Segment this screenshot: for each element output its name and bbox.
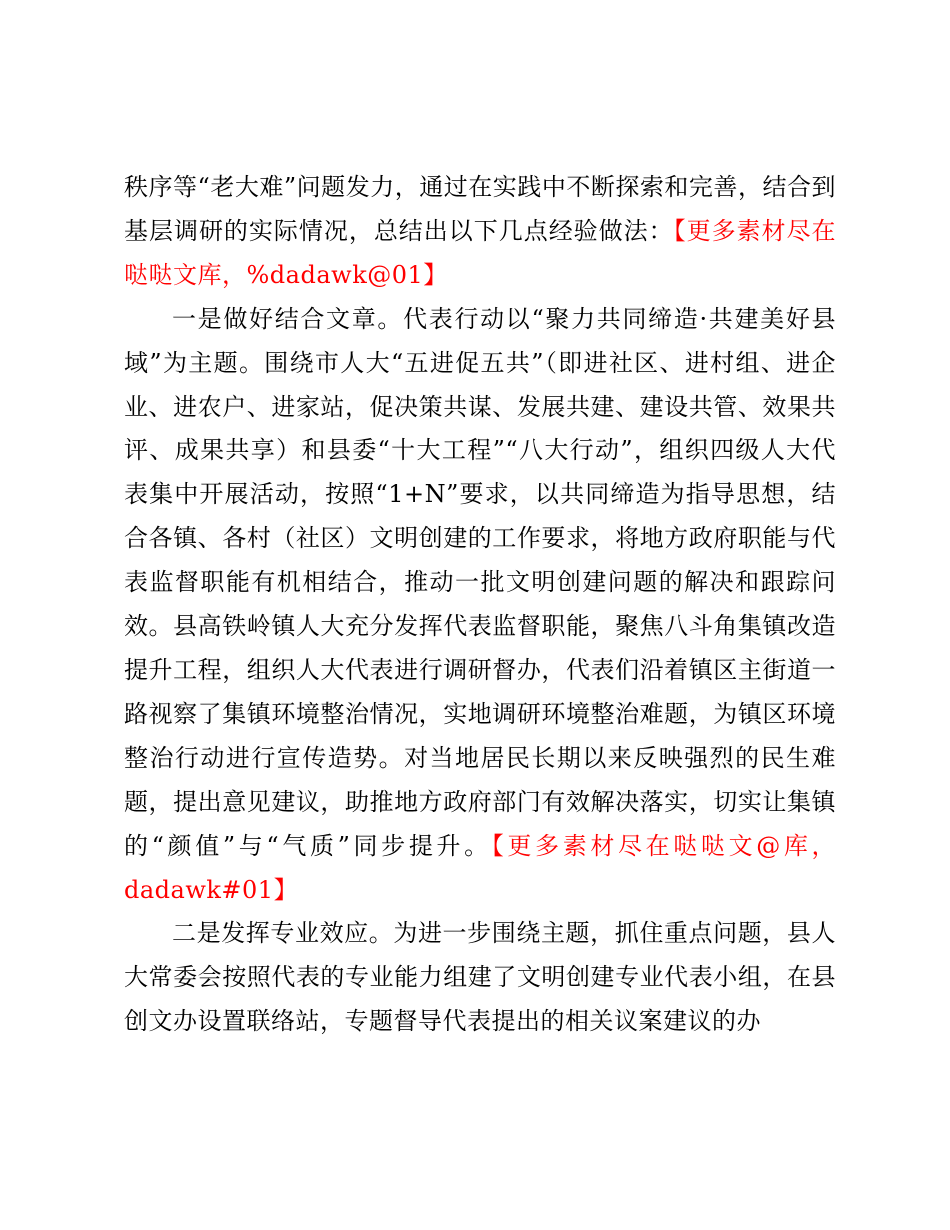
promo-note-2: 【更多素材尽在哒哒文@库，dadawk#01】 — [124, 831, 837, 904]
paragraph-3-text: 二是发挥专业效应。为进一步围绕主题，抓住重点问题，县人大常委会按照代表的专业能力组建了文明创建专业代表小组，在县创文办设置联络站，专题督导代表提出的相关议案建议的办 — [124, 919, 836, 1036]
paragraph-1 — [124, 166, 836, 298]
paragraph-2-text: 一是做好结合文章。代表行动以“聚力共同缔造·共建美好县域”为主题。围绕市人大“五进促五共”（即进社区、进村组、进企业、进农户、进家站，促决策共谋、发展共建、建设共管、效果共评、成果共享）和县委“十大工程”“八大行动”，组织四级人大代表集中开展活动，按照“1+N”要求，以共同缔造为指导思想，结合各镇、各村（社区）文明创建的工作要求，将地方政府职能与代表监督职能有机相结合，推动一批文明创建问题的解决和跟踪问效。县高铁岭镇人大充分发挥代表监督职能，聚焦八斗角集镇改造提升工程，组织人大代表进行调研督办，代表们沿着镇区主街道一路视察了集镇环境整治情况，实地调研环境整治难题，为镇区环境整治行动进行宣传造势。对当地居民长期以来反映强烈的民生难题，提出意见建议，助推地方政府部门有效解决落实，切实让集镇的“颜值”与“气质”同步提升。 — [124, 304, 836, 860]
promo-note-1: 【更多素材尽在哒哒文库，%dadawk@01】 — [124, 216, 837, 289]
document-body — [124, 166, 836, 1044]
paragraph-3 — [124, 912, 836, 1044]
paragraph-2 — [124, 298, 836, 913]
paragraph-1-text: 秩序等“老大难”问题发力，通过在实践中不断探索和完善，结合到基层调研的实际情况，总结出以下几点经验做法： — [124, 173, 836, 245]
